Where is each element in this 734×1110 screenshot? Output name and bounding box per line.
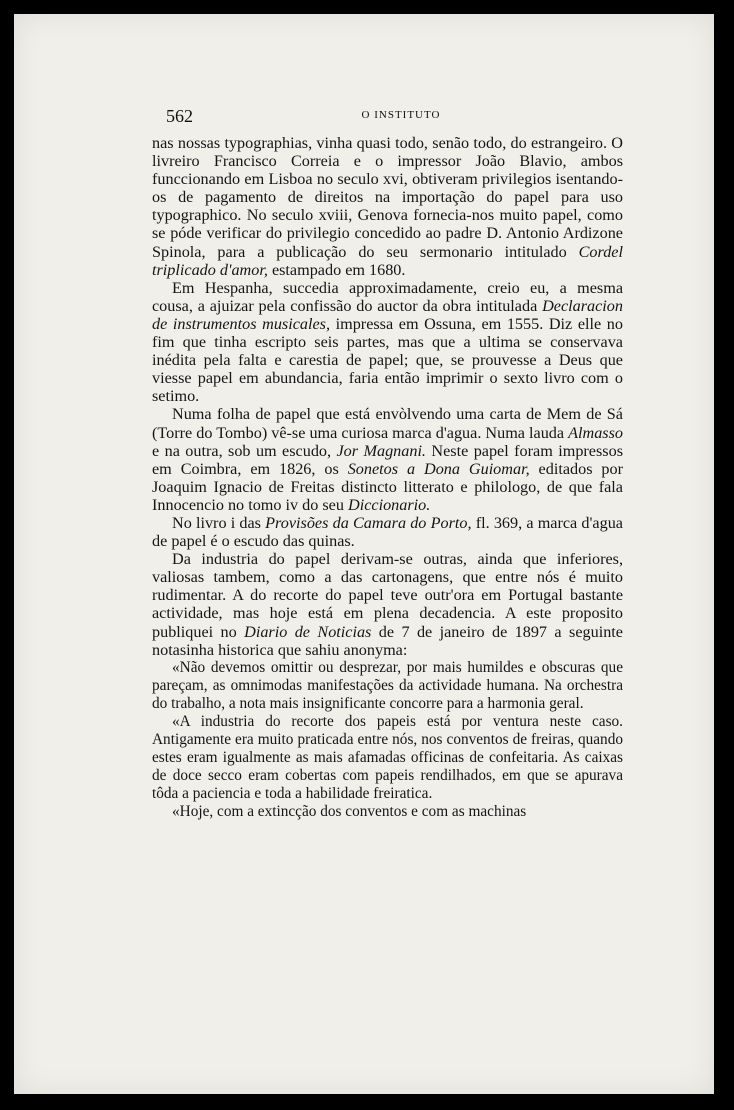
quoted-paragraph [152, 659, 623, 713]
italic-title: Sonetos a Dona Guiomar, [347, 459, 530, 478]
quoted-paragraph [152, 803, 623, 821]
italic-title: Declaracion de instrumentos musicales, [152, 296, 623, 333]
text-run: editados por Joaquim Ignacio de Freitas distincto litterato e philologo, de que fala Innocencio no tomo iv do seu [152, 459, 624, 514]
running-title: O INSTITUTO [361, 109, 441, 121]
text-run: No livro i das [172, 513, 266, 532]
paragraph [152, 279, 623, 406]
text-run: de 7 de janeiro de 1897 a seguinte notasinha historica que sahiu anonyma: [152, 622, 623, 659]
quoted-paragraph [152, 713, 623, 803]
paragraph [152, 134, 623, 279]
italic-title: Almasso [568, 423, 623, 442]
italic-title: Provisões da Camara do Porto, [265, 513, 472, 532]
text-run: «Não devemos omittir ou desprezar, por mais humildes e obscuras que pareçam, as omnimodas manifestações da actividade humana. Na orchestra do trabalho, a nota mais insignificante concorre para a harmonia geral. [152, 658, 623, 712]
text-run: «Hoje, com a extincção dos conventos e com as machinas [172, 803, 527, 821]
text-run: «A industria do recorte dos papeis está por ventura neste caso. Antigamente era muito praticada entre nós, nos conventos de freiras, quando estes eram igualmente as mais afamadas officinas de confeitaria. As caixas de doce secco eram cobertas com papeis rendilhados, em que se apurava tôda a paciencia e toda a habilidade freiratica. [152, 713, 623, 803]
italic-title: Diario de Noticias [244, 622, 372, 641]
italic-title: Cordel triplicado d'amor, [152, 242, 623, 279]
text-run: impressa em Ossuna, em 1555. Diz elle no fim que tinha escripto seis partes, mas que a ultima se conservava inédita pela falta e carestia de papel; que, se prouvesse a Deus que viesse papel em abundancia, faria então imprimir o sexto livro com o setimo. [152, 314, 623, 406]
page-header [166, 106, 636, 128]
italic-title: Diccionario. [348, 495, 431, 514]
text-run: nas nossas typographias, vinha quasi todo, senão todo, do estrangeiro. O livreiro Francisco Correia e o impressor João Blavio, ambos funccionando em Lisboa no seculo xvi, obtiveram privilegios isentando-os de pagamento de direitos na importação do papel para uso typographico. No seculo xviii, Genova fornecia-nos muito papel, como se póde verificar do privilegio concedido ao padre D. Antonio Ardizone Spinola, para a publicação do seu sermonario intitulado [152, 134, 623, 261]
paragraph [152, 405, 623, 514]
text-run: e na outra, sob um escudo, [152, 441, 337, 460]
text-run: Da industria do papel derivam-se outras, ainda que inferiores, valiosas tambem, como a das cartonagens, que entre nós é muito rudimentar. A do recorte do papel teve outr'ora em Portugal bastante actividade, mas hoje está em plena decadencia. A este proposito publiquei no [152, 550, 623, 641]
body-text [152, 134, 623, 822]
text-run: Numa folha de papel que está envòlvendo uma carta de Mem de Sá (Torre do Tombo) vê-se uma curiosa marca d'agua. Numa lauda [152, 405, 623, 442]
text-run: Neste papel foram impressos em Coimbra, em 1826, os [152, 441, 623, 478]
italic-title: Jor Magnani. [336, 441, 426, 460]
text-run: Em Hespanha, succedia approximadamente, creio eu, a mesma cousa, a ajuizar pela confissão do auctor da obra intitulada [152, 278, 623, 315]
quotation-block [152, 659, 623, 822]
paragraph [152, 514, 623, 550]
text-run: estampado em 1680. [267, 260, 406, 279]
paragraph [152, 550, 623, 659]
page-number: 562 [166, 106, 193, 126]
text-run: fl. 369, a marca d'agua de papel é o escudo das quinas. [152, 513, 623, 551]
